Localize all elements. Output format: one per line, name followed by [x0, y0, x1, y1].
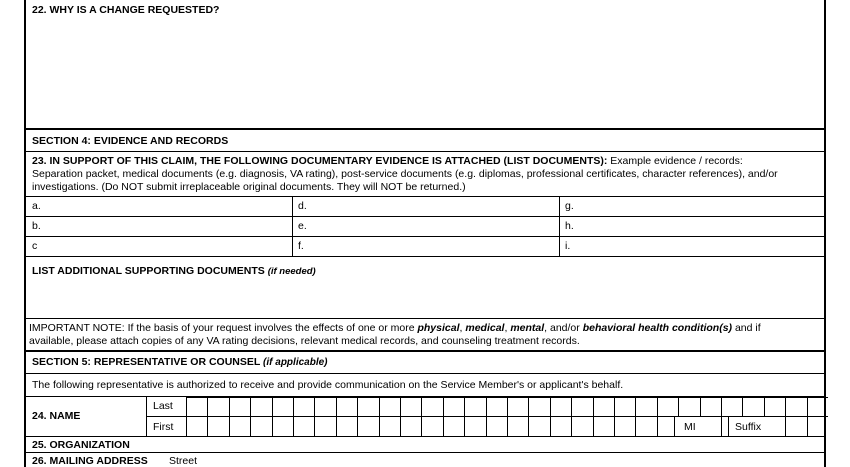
char-box[interactable] — [635, 397, 656, 416]
doc-a-label: a. — [32, 200, 41, 212]
divider — [26, 128, 824, 130]
char-box[interactable] — [678, 397, 699, 416]
char-box[interactable] — [764, 397, 785, 416]
char-box[interactable] — [807, 397, 828, 416]
char-box[interactable] — [186, 416, 207, 436]
char-box[interactable] — [400, 397, 421, 416]
doc-c-label: c — [32, 240, 38, 252]
street-label: Street — [169, 455, 198, 467]
application-form — [24, 0, 826, 467]
char-box[interactable] — [379, 416, 400, 436]
doc-d-field[interactable] — [310, 198, 550, 214]
char-box[interactable] — [486, 397, 507, 416]
char-box[interactable] — [293, 397, 314, 416]
char-box[interactable] — [272, 416, 293, 436]
divider — [26, 452, 824, 453]
char-box[interactable] — [250, 397, 271, 416]
doc-i-field[interactable] — [577, 238, 817, 254]
doc-e-field[interactable] — [310, 218, 550, 234]
char-box[interactable] — [571, 397, 592, 416]
char-box[interactable] — [785, 397, 806, 416]
last-name-label: Last — [153, 400, 173, 412]
divider — [26, 436, 824, 437]
char-box[interactable] — [314, 397, 335, 416]
important-note-line2: available, please attach copies of any VA rating decisions, relevant medical records, and counseling treatment records. — [29, 335, 580, 347]
char-box[interactable] — [464, 416, 485, 436]
doc-h-label: h. — [565, 220, 574, 232]
char-box[interactable] — [293, 416, 314, 436]
char-box[interactable] — [336, 416, 357, 436]
char-box[interactable] — [571, 416, 592, 436]
divider — [26, 256, 824, 257]
doc-e-label: e. — [298, 220, 307, 232]
char-box[interactable] — [657, 397, 678, 416]
char-box[interactable] — [528, 397, 549, 416]
doc-g-field[interactable] — [577, 198, 817, 214]
divider — [26, 196, 824, 197]
char-box[interactable] — [400, 416, 421, 436]
char-box[interactable] — [421, 416, 442, 436]
doc-b-label: b. — [32, 220, 41, 232]
char-box[interactable] — [635, 416, 656, 436]
char-box[interactable] — [593, 397, 614, 416]
char-box[interactable] — [742, 397, 763, 416]
q26-label: 26. MAILING ADDRESS — [32, 455, 148, 467]
doc-f-label: f. — [298, 240, 304, 252]
doc-b-field[interactable] — [46, 218, 286, 234]
divider — [26, 216, 824, 217]
char-box[interactable] — [700, 397, 721, 416]
divider — [26, 373, 824, 374]
q25-label: 25. ORGANIZATION — [32, 439, 130, 451]
char-box[interactable] — [721, 397, 742, 416]
char-box[interactable] — [314, 416, 335, 436]
char-box[interactable] — [421, 397, 442, 416]
char-box[interactable] — [186, 397, 207, 416]
char-box[interactable] — [207, 416, 228, 436]
char-box[interactable] — [807, 416, 828, 436]
char-box[interactable] — [550, 416, 571, 436]
char-box[interactable] — [464, 397, 485, 416]
char-box[interactable] — [272, 397, 293, 416]
char-box[interactable] — [528, 416, 549, 436]
doc-c-field[interactable] — [46, 238, 286, 254]
column-divider — [559, 196, 560, 256]
section5-title: SECTION 5: REPRESENTATIVE OR COUNSEL (if applicable) — [32, 356, 328, 368]
first-name-label: First — [153, 421, 174, 433]
doc-a-field[interactable] — [46, 198, 286, 214]
column-divider — [292, 196, 293, 256]
char-box[interactable] — [357, 397, 378, 416]
char-box[interactable] — [550, 397, 571, 416]
divider — [26, 151, 824, 152]
divider — [26, 350, 824, 352]
char-box[interactable] — [250, 416, 271, 436]
char-box[interactable] — [486, 416, 507, 436]
mi-label: MI — [684, 421, 696, 433]
additional-docs-label: LIST ADDITIONAL SUPPORTING DOCUMENTS (if needed) — [32, 265, 316, 277]
q22-label: 22. WHY IS A CHANGE REQUESTED? — [32, 4, 220, 16]
q22-reason-field[interactable] — [30, 18, 820, 126]
char-box[interactable] — [614, 397, 635, 416]
char-box[interactable] — [229, 397, 250, 416]
char-box[interactable] — [379, 397, 400, 416]
char-box[interactable] — [443, 397, 464, 416]
section4-title: SECTION 4: EVIDENCE AND RECORDS — [32, 135, 229, 147]
char-box[interactable] — [207, 397, 228, 416]
q23-instructions-line2: Separation packet, medical documents (e.g. diagnosis, VA rating), post-service documents (e.g. diplomas, professional certificates, character references), and/or — [32, 168, 778, 180]
suffix-label: Suffix — [735, 421, 762, 433]
char-box[interactable] — [357, 416, 378, 436]
divider — [26, 236, 824, 237]
q24-label: 24. NAME — [32, 410, 81, 422]
char-box[interactable] — [593, 416, 614, 436]
char-box[interactable] — [785, 416, 806, 436]
doc-d-label: d. — [298, 200, 307, 212]
doc-g-label: g. — [565, 200, 574, 212]
last-name-boxes[interactable] — [186, 397, 826, 416]
char-box[interactable] — [443, 416, 464, 436]
q23-label: 23. IN SUPPORT OF THIS CLAIM, THE FOLLOWING DOCUMENTARY EVIDENCE IS ATTACHED (LIST DOCUMENTS): Example evidence / records: — [32, 155, 743, 167]
doc-h-field[interactable] — [577, 218, 817, 234]
char-box[interactable] — [614, 416, 635, 436]
char-box[interactable] — [229, 416, 250, 436]
additional-docs-field[interactable] — [30, 280, 820, 316]
representative-statement: The following representative is authorized to receive and provide communication on the Service Member's or applicant's behalf. — [32, 379, 624, 391]
char-box[interactable] — [507, 416, 528, 436]
doc-f-field[interactable] — [310, 238, 550, 254]
divider — [26, 318, 824, 319]
char-box[interactable] — [507, 397, 528, 416]
q23-instructions-line3: investigations. (Do NOT submit irreplaceable original documents. They will NOT be returned.) — [32, 181, 466, 193]
organization-field[interactable] — [146, 438, 816, 451]
important-note-line1: IMPORTANT NOTE: If the basis of your request involves the effects of one or more physical, medical, mental, and/or behavioral health condition(s) and if — [29, 322, 761, 334]
char-box[interactable] — [336, 397, 357, 416]
doc-i-label: i. — [565, 240, 571, 252]
